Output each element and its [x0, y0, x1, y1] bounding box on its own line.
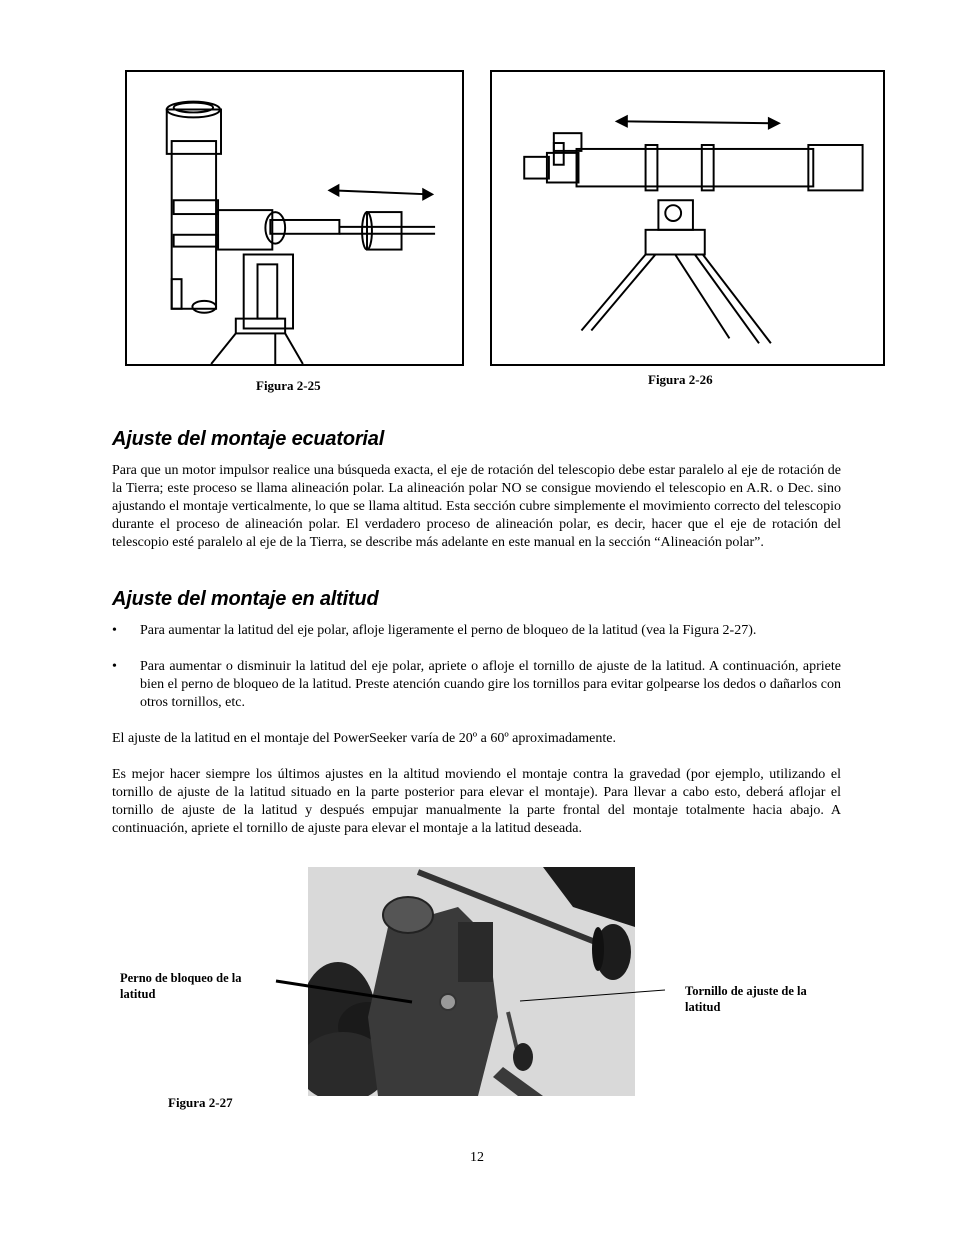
callout-latitude-adjust-screw: Tornillo de ajuste de la latitud	[685, 984, 807, 1014]
page-number: 12	[470, 1150, 484, 1165]
bullet-marker: •	[112, 623, 117, 638]
bullet-text: Para aumentar o disminuir la latitud del eje polar, apriete o afloje el tornillo de ajuste de la latitud. A continuación, apriete bien el perno de bloqueo de la latitud. Preste atención cuando gire los tornillos para evitar golpearse los dedos o dañarlos con otros tornillos, etc.	[140, 659, 841, 710]
bullet-marker: •	[112, 659, 117, 674]
telescope-vertical-drawing	[127, 72, 462, 364]
figure-2-26-caption: Figura 2-26	[648, 372, 713, 387]
section-heading-equatorial-mount: Ajuste del montaje ecuatorial	[112, 428, 385, 450]
section-heading-altitude-mount: Ajuste del montaje en altitud	[112, 588, 379, 610]
telescope-horizontal-drawing	[492, 72, 883, 364]
equatorial-mount-paragraph: Para que un motor impulsor realice una búsqueda exacta, el eje de rotación del telescopio debe estar paralelo al eje de rotación de la Tierra; este proceso se llama alineación polar. La alineación polar NO se consigue moviendo el telescopio en A.R. o Dec. sino ajustando el montaje verticalmente, lo que se llama altitud. Esta sección cubre simplemente el movimiento correcto del telescopio durante el proceso de alineación polar. El verdadero proceso de alineación polar, es decir, hacer que el eje de rotación del telescopio esté paralelo al eje de la Tierra, se describe más adelante en este manual en la sección “Alineación polar”.	[112, 463, 841, 550]
latitude-range-paragraph: El ajuste de la latitud en el montaje del PowerSeeker varía de 20º a 60º aproximadamente.	[112, 731, 616, 746]
list-item	[112, 658, 841, 712]
figure-2-26-illustration	[490, 70, 885, 366]
callout-latitude-lock-bolt: Perno de bloqueo de la latitud	[120, 971, 242, 1001]
figure-2-27-caption: Figura 2-27	[168, 1095, 233, 1110]
bullet-text: Para aumentar la latitud del eje polar, afloje ligeramente el perno de bloqueo de la latitud (vea la Figura 2-27).	[140, 623, 757, 638]
mount-photo-drawing	[308, 867, 635, 1096]
list-item	[112, 622, 841, 640]
final-adjustment-paragraph: Es mejor hacer siempre los últimos ajustes en la altitud moviendo el montaje contra la gravedad (por ejemplo, utilizando el tornillo de ajuste de la latitud situado en la parte posterior para elevar el montaje). Para llevar a cabo esto, deberá aflojar el tornillo de ajuste de la latitud y después empujar manualmente la parte frontal del montaje totalmente hacia abajo. A continuación, apriete el tornillo de ajuste para elevar el montaje a la latitud deseada.	[112, 767, 841, 836]
figure-2-25-caption: Figura 2-25	[256, 378, 321, 393]
figure-2-27-photo	[308, 867, 635, 1096]
figure-2-25-illustration	[125, 70, 464, 366]
